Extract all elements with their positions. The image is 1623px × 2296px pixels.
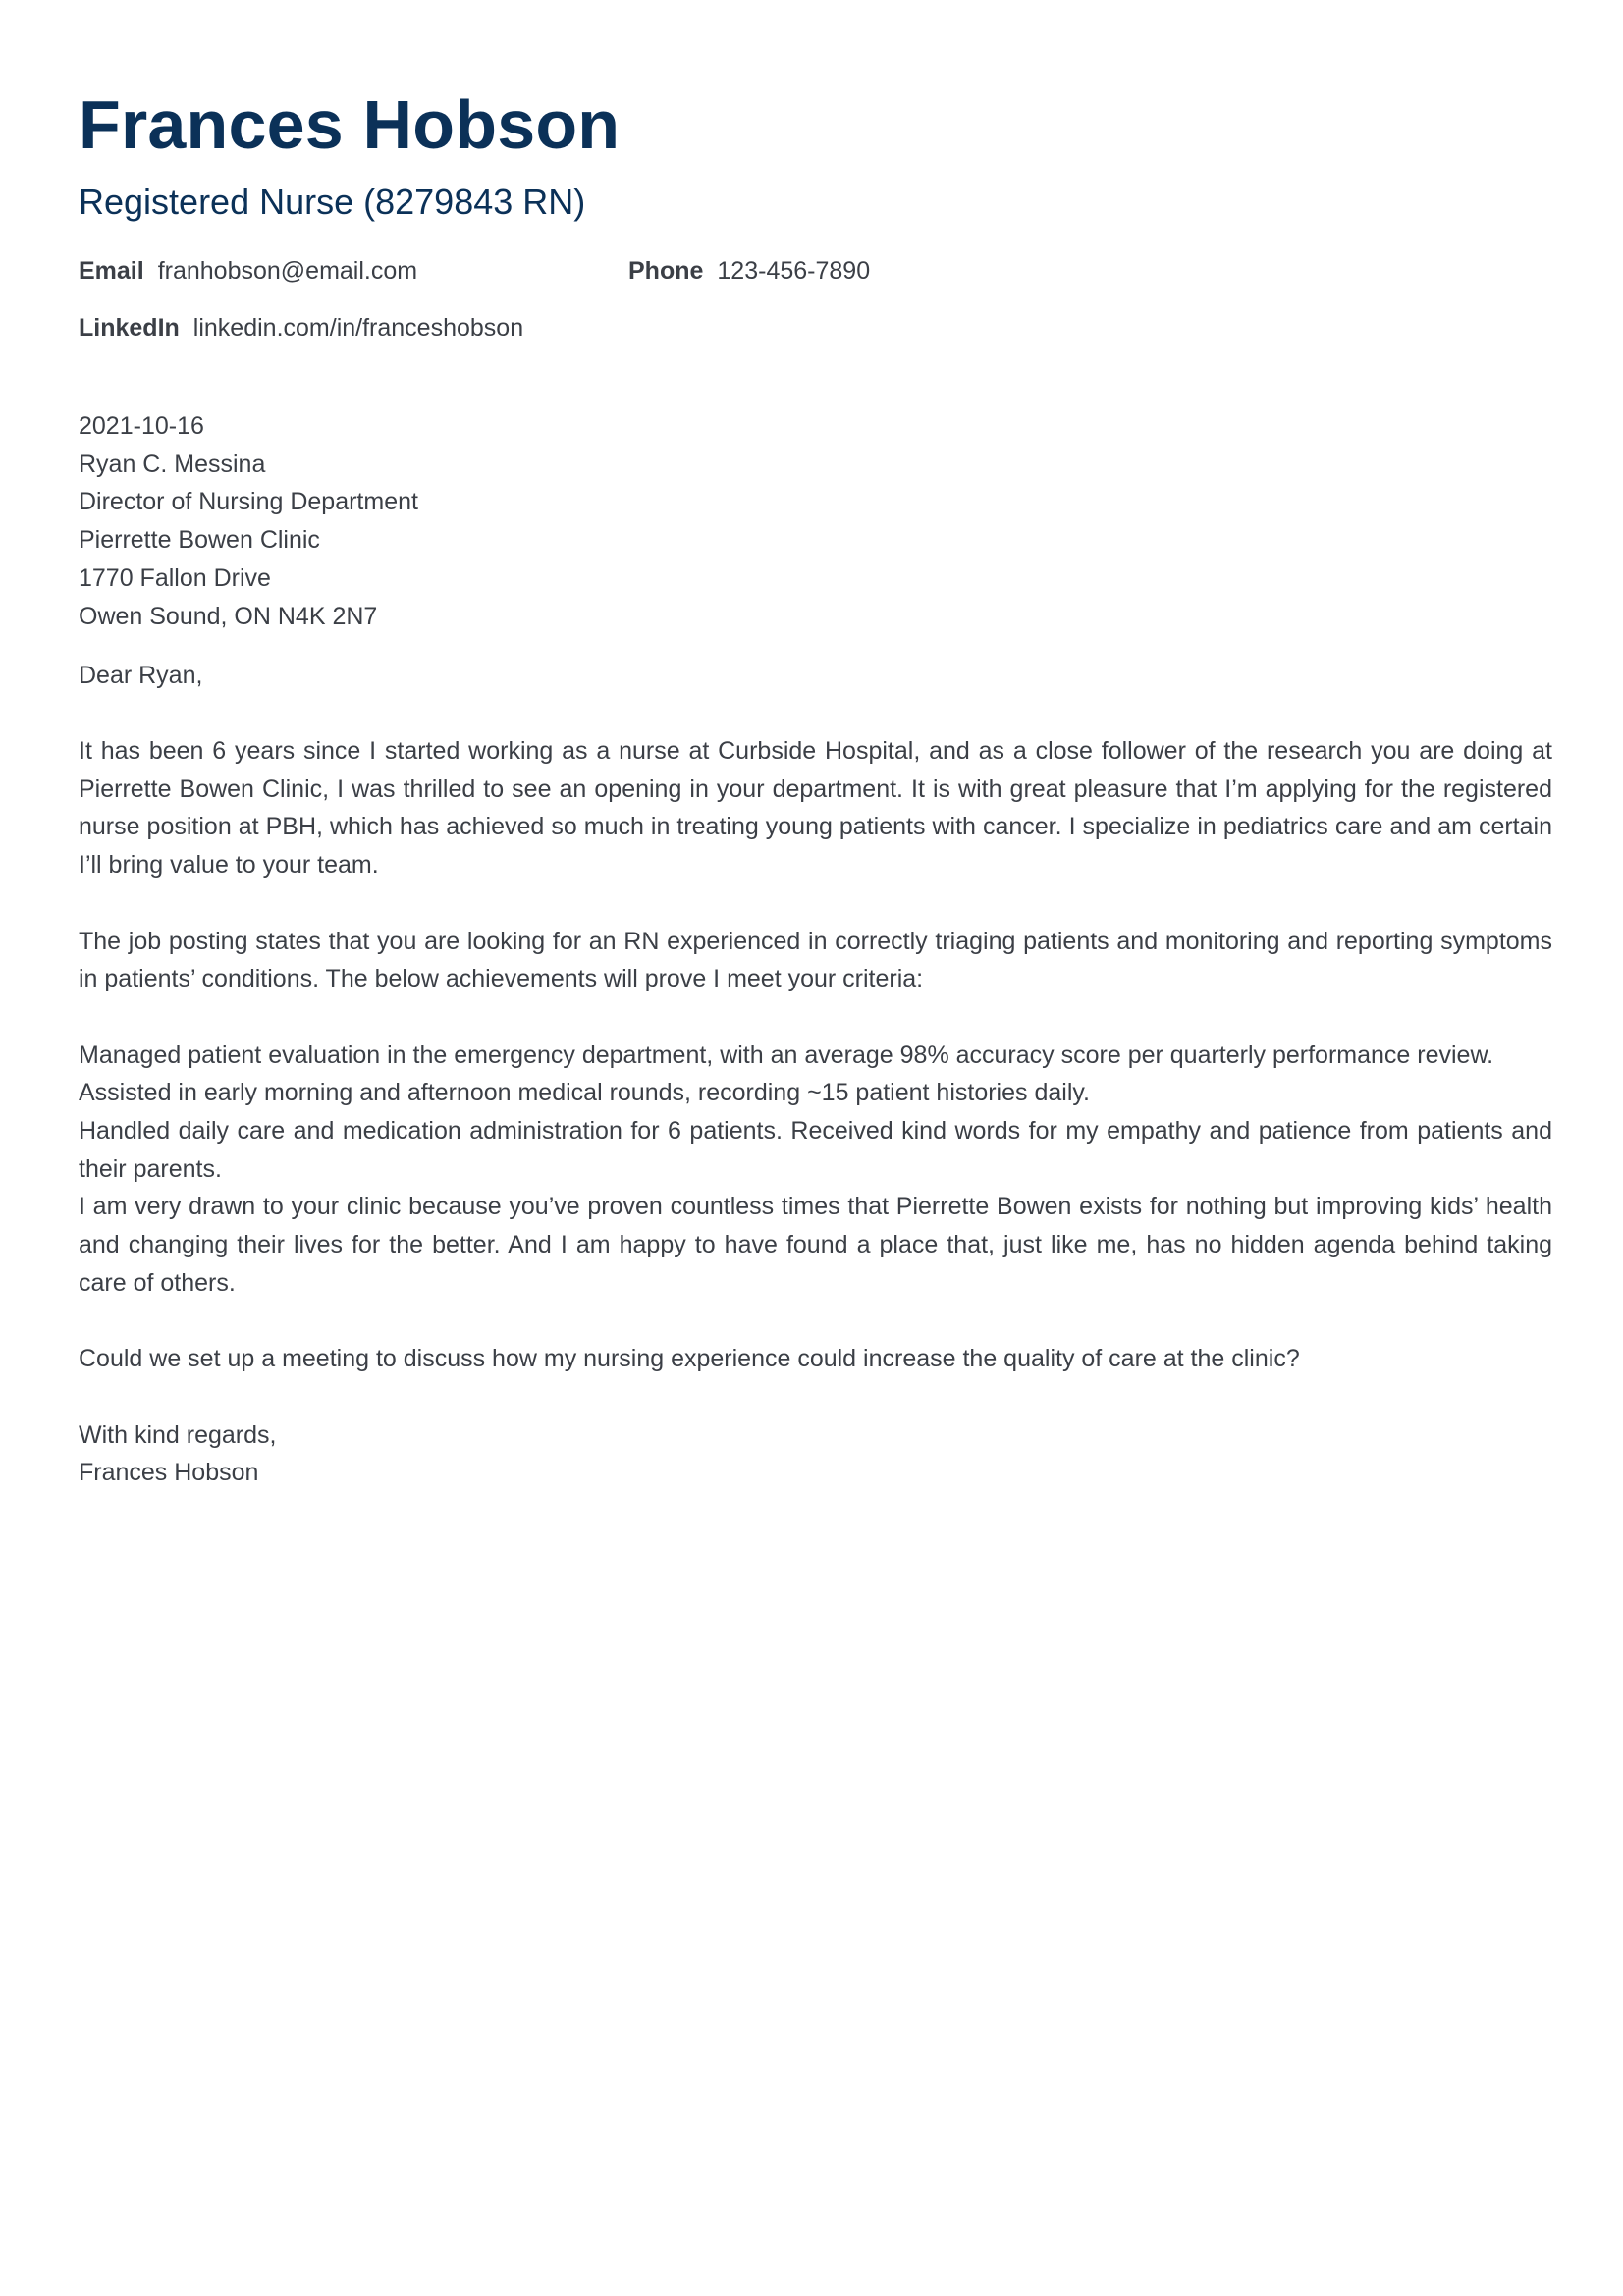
paragraph-gap [79,1378,1552,1416]
paragraph-gap [79,1303,1552,1341]
contact-linkedin [79,316,523,341]
linkedin-value[interactable]: linkedin.com/in/franceshobson [192,314,524,342]
recipient-position: Director of Nursing Department [79,488,418,516]
achievement-item: Handled daily care and medication administration for 6 patients. Received kind words for my empathy and patience from patients and their parents. [79,1117,1552,1183]
recipient-city: Owen Sound, ON N4K 2N7 [79,602,378,630]
letter-date: 2021-10-16 [79,412,204,440]
motivation-paragraph: I am very drawn to your clinic because you’ve proven countless times that Pierrette Bowen exists for nothing but improving kids’ health and changing their lives for the better. And I am happy to have found a place that, just like me, has no hidden agenda behind taking care of others. [79,1193,1552,1297]
recipient-address-block [79,407,1552,635]
achievement-item: Managed patient evaluation in the emergency department, with an average 98% accuracy score per quarterly performance review. [79,1041,1494,1069]
recipient-company: Pierrette Bowen Clinic [79,526,320,555]
contact-phone [628,259,870,284]
applicant-title: Registered Nurse (8279843 RN) [79,182,586,222]
paragraph-gap [79,884,1552,923]
linkedin-label: LinkedIn [79,314,180,342]
signoff-line: With kind regards, [79,1420,277,1449]
letter-body [79,732,1552,1492]
criteria-paragraph: The job posting states that you are looking for an RN experienced in correctly triaging patients and monitoring and reporting symptoms in patients’ conditions. The below achievements will prove I meet your criteria: [79,927,1552,993]
recipient-street: 1770 Fallon Drive [79,563,271,592]
paragraph-gap [79,998,1552,1037]
signoff-block [79,1416,1552,1492]
phone-label: Phone [628,257,704,285]
applicant-name: Frances Hobson [79,86,621,163]
salutation: Dear Ryan, [79,662,203,689]
achievement-item: Assisted in early morning and afternoon medical rounds, recording ~15 patient histories daily. [79,1079,1090,1107]
signature-name: Frances Hobson [79,1459,259,1487]
intro-paragraph: It has been 6 years since I started working as a nurse at Curbside Hospital, and as a close follower of the research you are doing at Pierrette Bowen Clinic, I was thrilled to see an opening in your department. It is with great pleasure that I’m applying for the registered nurse position at PBH, which has achieved so much in treating young patients with cancer. I specialize in pediatrics care and am certain I’ll bring value to your team. [79,737,1552,880]
email-value[interactable]: franhobson@email.com [157,257,418,285]
contact-email [79,259,417,284]
closing-question: Could we set up a meeting to discuss how my nursing experience could increase the quality of care at the clinic? [79,1345,1300,1373]
email-label: Email [79,257,144,285]
phone-value[interactable]: 123-456-7890 [717,257,871,285]
recipient-name: Ryan C. Messina [79,450,266,478]
